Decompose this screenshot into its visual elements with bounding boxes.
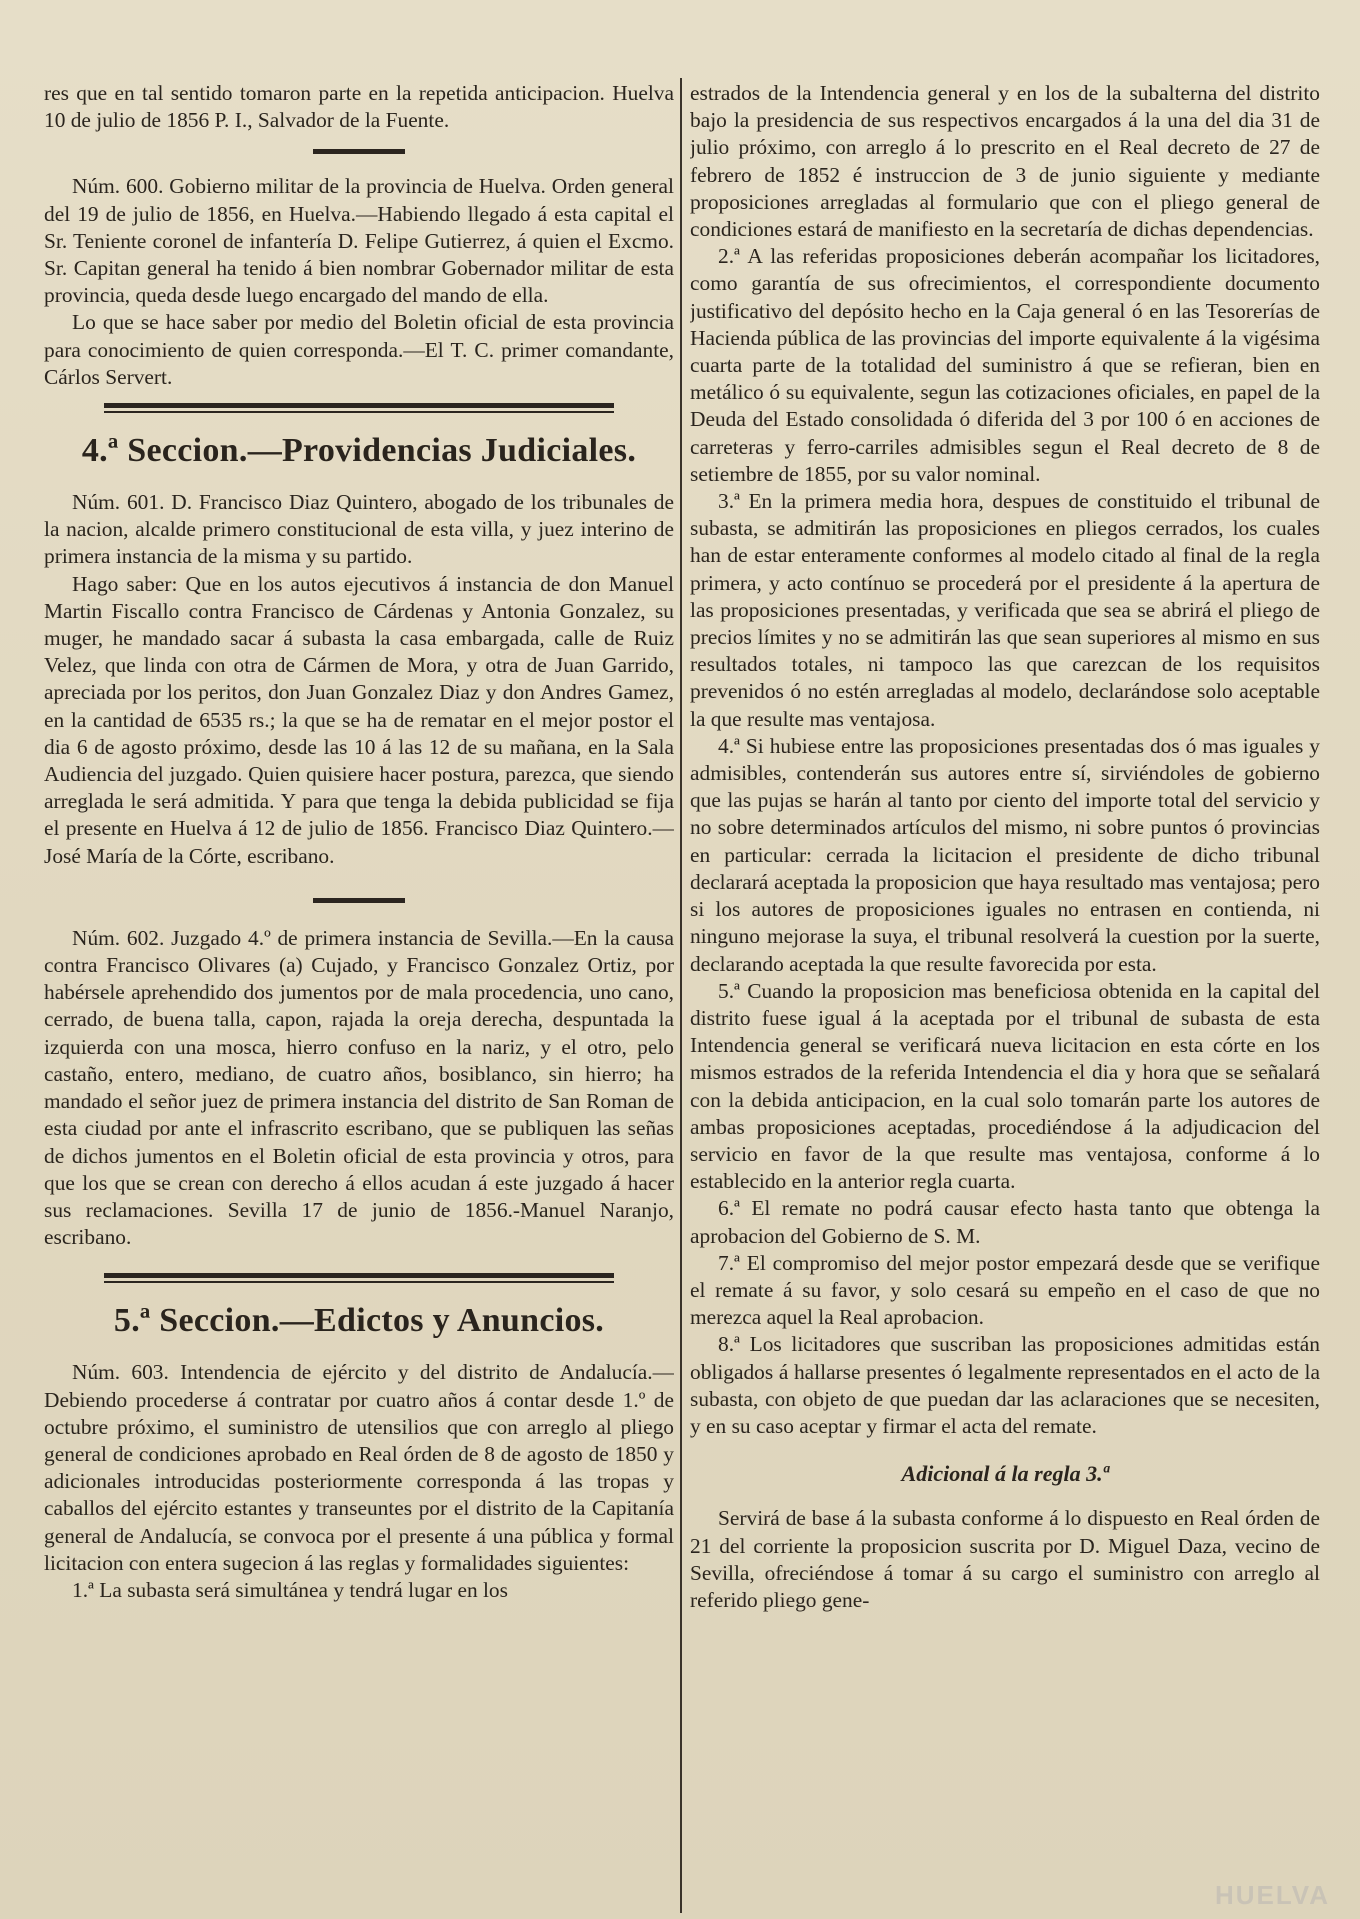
rule-2: 2.ª A las referidas proposiciones deberán acompañar los licitadores, como garantía de sus ofrecimientos, el correspondiente documento justificativo del depósito hecho en la Caja general ó en las Tesorerías de Hacienda pública de las provincias del importe equivalente á la vigésima cuarta parte de la totalidad del suministro á que se refieran, bien en metálico ó su equivalente, segun las cotizaciones oficiales, en papel de la Deuda del Estado consolidada ó diferida del 3 por 100 ó en acciones de carreteras y ferro-carriles admisibles segun el Real decreto de 8 de setiembre de 1855, por su valor nominal.	[690, 244, 1320, 486]
section-heading-4: 4.ª Seccion.—Providencias Judiciales.	[81, 432, 637, 470]
section-rule	[104, 1273, 614, 1283]
separator-rule	[313, 149, 405, 154]
adicional-heading: Adicional á la regla 3.ª	[901, 1461, 1109, 1487]
rule-7: 7.ª El compromiso del mejor postor empezará desde que se verifique el remate á su favor, y solo cesará su empeño en el caso de que no merezca aquel la Real aprobacion.	[690, 1250, 1320, 1330]
notice-601-body: Hago saber: Que en los autos ejecutivos á instancia de don Manuel Martin Fiscallo contra Francisco de Cárdenas y Antonia Gonzalez, su muger, he mandado sacar á subasta la casa embargada, calle de Ruiz Velez, que linda con otra de Cármen de Mora, y otra de Juan Garrido, apreciada por los peritos, don Juan Gonzalez Diaz y don Andres Gamez, en la cantidad de 6535 rs.; la que se ha de rematar en el mejor postor el dia 6 de agosto próximo, desde las 10 á las 12 de su mañana, en la Sala Audiencia del juzgado. Quien quisiere hacer postura, parezca, que siendo arreglada le será admitida. Y para que tenga la debida publicidad se fija el presente en Huelva á 12 de julio de 1856. Francisco Diaz Quintero.—José María de la Córte, escribano.	[44, 571, 674, 868]
column-divider	[680, 78, 682, 1913]
rule-5: 5.ª Cuando la proposicion mas beneficiosa obtenida en la capital del distrito fuese igual á la aceptada por el tribunal de subasta de esta Intendencia general se verificará nueva licitacion en esta córte en los mismos estrados de la referida Intendencia el dia y hora que se señalará con la debida anticipacion, en la cual solo tomarán parte los autores de ambas proposiciones aceptadas, procediéndose á la adjudicacion del servicio en favor de la que resulte mas ventajosa, conforme á lo establecido en la anterior regla cuarta.	[690, 978, 1320, 1194]
section-heading-5: 5.ª Seccion.—Edictos y Anuncios.	[113, 1302, 605, 1340]
notice-603: Núm. 603. Intendencia de ejército y del distrito de Andalucía.—Debiendo procederse á contratar por cuatro años á contar desde 1.º de octubre próximo, el suministro de utensilios que con arreglo al pliego general de condiciones aprobado en Real órden de 8 de agosto de 1850 y adicionales introducidas posteriormente corresponda á las tropas y caballos del ejército estantes y transeuntes por el distrito de la Capitanía general de Andalucía, se convoca por el presente á una pública y formal licitacion con entera sugecion á las reglas y formalidades siguientes:	[44, 1360, 674, 1575]
left-column	[44, 80, 674, 1910]
right-column	[690, 80, 1320, 1910]
rule-1: 1.ª La subasta será simultánea y tendrá lugar en los	[72, 1577, 508, 1602]
paragraph-continuation: res que en tal sentido tomaron parte en la repetida anticipacion. Huelva 10 de julio de 1856 P. I., Salvador de la Fuente.	[44, 81, 674, 133]
watermark: HUELVA	[1214, 1880, 1330, 1910]
adicional-paragraph: Servirá de base á la subasta conforme á lo dispuesto en Real órden de 21 del corriente la proposicion suscrita por D. Miguel Daza, vecino de Sevilla, ofreciéndose á tomar á su cargo el suministro con arreglo al referido pliego gene-	[690, 1506, 1320, 1612]
notice-600: Núm. 600. Gobierno militar de la provincia de Huelva. Orden general del 19 de julio de 1856, en Huelva.—Habiendo llegado á esta capital el Sr. Teniente coronel de infantería D. Felipe Gutierrez, á quien el Excmo. Sr. Capitan general ha tenido á bien nombrar Gobernador militar de esta provincia, queda desde luego encargado del mando de ella.	[44, 174, 674, 308]
rule-3: 3.ª En la primera media hora, despues de constituido el tribunal de subasta, se admitirán las proposiciones en pliegos cerrados, los cuales han de estar enteramente conformes al modelo citado al final de la regla primera, y acto contínuo se procederá por el presidente á la apertura de las proposiciones presentadas, y verificada que sea se abrirá el pliego de precios límites y no se admitirán las que sean superiores al mismo en sus resultados totales, ni tampoco las que carezcan de los requisitos prevenidos ó no estén arregladas al modelo, declarándose solo aceptable la que resulte mas ventajosa.	[690, 489, 1320, 731]
rule-4: 4.ª Si hubiese entre las proposiciones presentadas dos ó mas iguales y admisibles, contenderán sus autores entre sí, sirviéndoles de gobierno que las pujas se harán al tanto por ciento del importe total del servicio y no sobre determinados artículos del mismo, ni sobre puntos ó provincias en particular: cerrada la licitacion el presidente de dicho tribunal declarará aceptada la proposicion que haya resultado mas ventajosa; pero si los autores de proposiciones iguales no entrasen en contienda, ni ninguno mejorase la suya, el tribunal resolverá la cuestion por la suerte, declarando aceptada la que resulte favorecida por esta.	[690, 733, 1320, 976]
section-rule	[104, 403, 614, 413]
separator-rule	[313, 898, 405, 903]
notice-602: Núm. 602. Juzgado 4.º de primera instancia de Sevilla.—En la causa contra Francisco Olivares (a) Cujado, y Francisco Gonzalez Ortiz, por habérsele aprehendido dos jumentos por de mala procedencia, uno cano, cerrado, de buena talla, capon, rajada la oreja derecha, despuntada la izquierda con una mosca, hierro confuso en la nariz, y el otro, pelo castaño, entero, mediano, de cuatro años, bosiblanco, sin hierro; ha mandado el señor juez de primera instancia del distrito de San Roman de esta ciudad por ante el infrascrito escribano, que se publiquen las señas de dichos jumentos en el Boletin oficial de esta provincia y otros, para que los que se crean con derecho á ellos acudan á este juzgado á hacer sus reclamaciones. Sevilla 17 de junio de 1856.-Manuel Naranjo, escribano.	[44, 925, 674, 1250]
rule-8: 8.ª Los licitadores que suscriban las proposiciones admitidas están obligados á hallarse presentes ó legalmente representados en el acto de la subasta, con objeto de que puedan dar las aclaraciones que se necesiten, y en su caso aceptar y firmar el acta del remate.	[690, 1332, 1320, 1438]
rule-6: 6.ª El remate no podrá causar efecto hasta tanto que obtenga la aprobacion del Gobierno de S. M.	[690, 1196, 1320, 1248]
notice-601: Núm. 601. D. Francisco Diaz Quintero, abogado de los tribunales de la nacion, alcalde primero constitucional de esta villa, y juez interino de primera instancia de la misma y su partido.	[44, 490, 674, 569]
rule-1-continuation: estrados de la Intendencia general y en los de la subalterna del distrito bajo la presidencia de sus respectivos encargados á la una del dia 31 de julio próximo, con arreglo á lo prescrito en el Real decreto de 27 de febrero de 1852 é instruccion de 3 de junio siguiente y mediante proposiciones arregladas al formulario que con el pliego general de condiciones estará de manifiesto en la secretaría de dichas dependencias.	[690, 81, 1320, 242]
notice-600-signature: Lo que se hace saber por medio del Boletin oficial de esta provincia para conocimiento de quien corresponda.—El T. C. primer comandante, Cárlos Servert.	[44, 310, 674, 389]
